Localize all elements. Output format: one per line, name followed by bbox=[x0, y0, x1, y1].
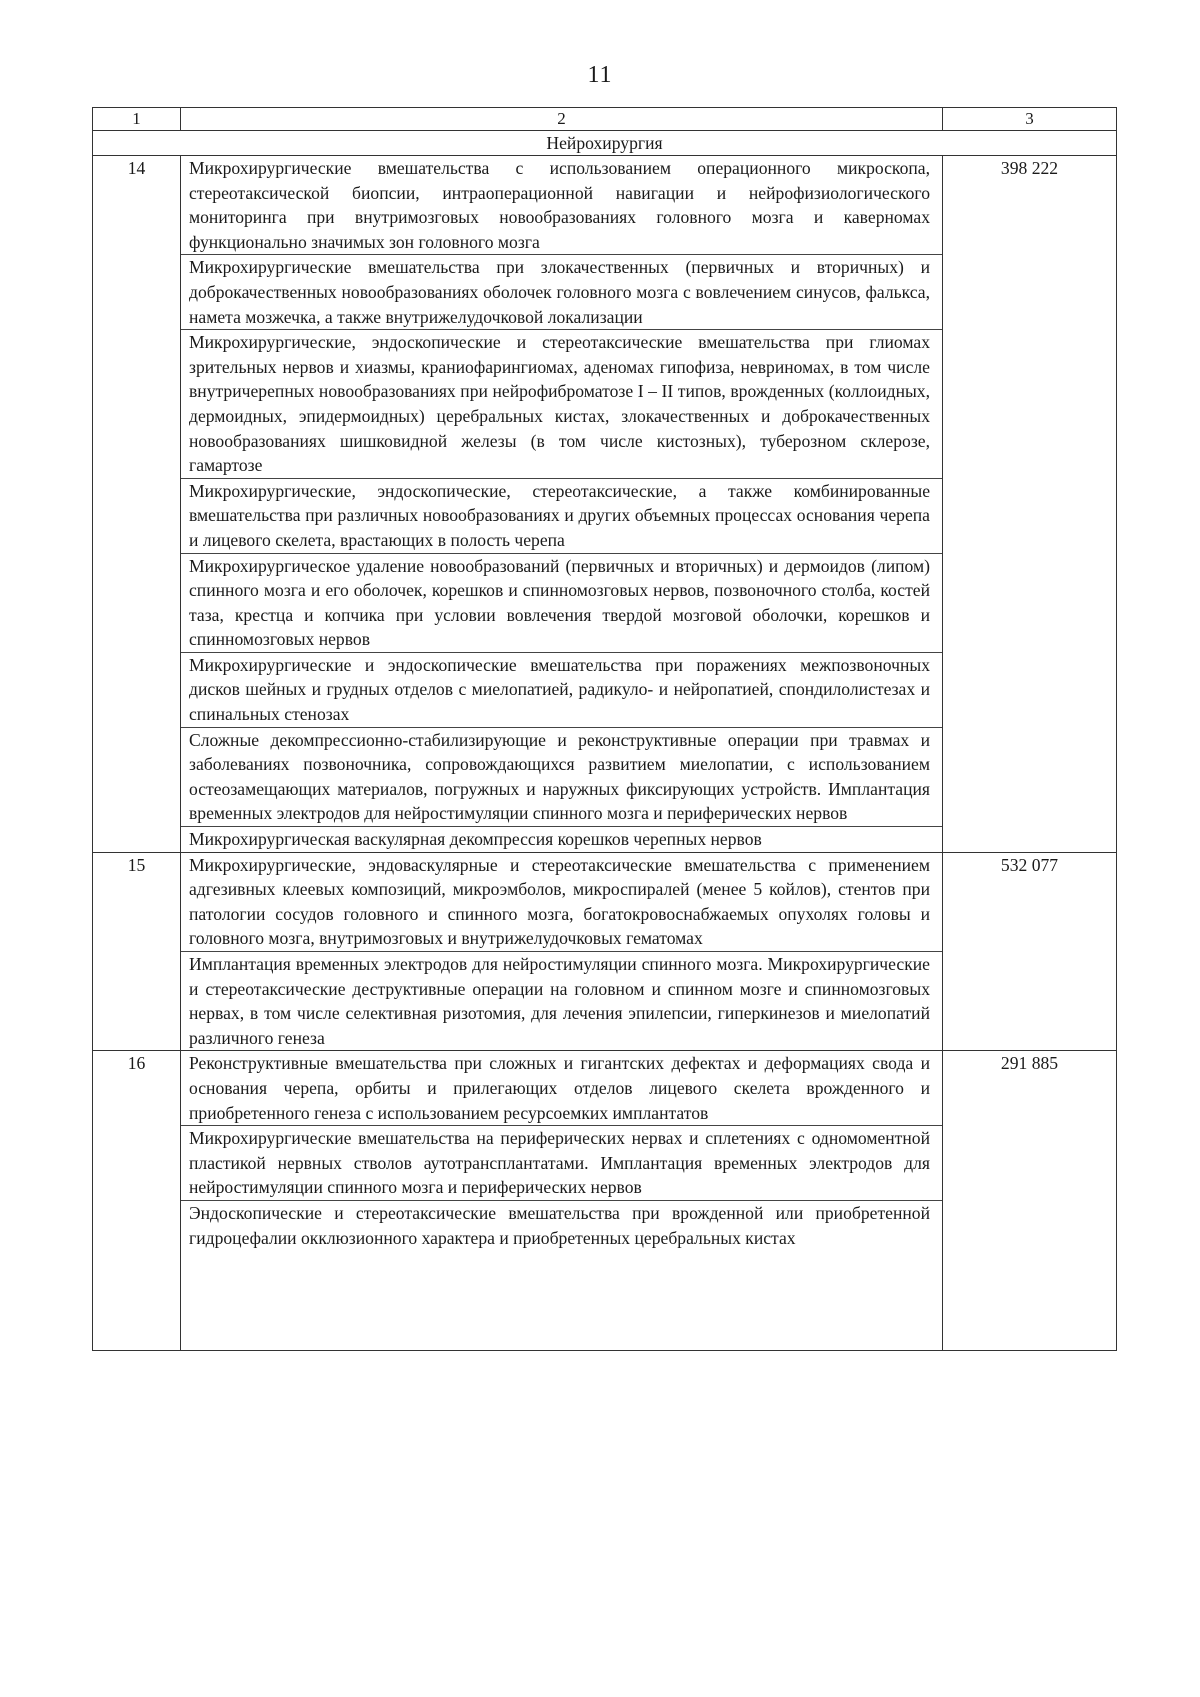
table-row bbox=[93, 852, 1117, 1051]
row-number: 15 bbox=[93, 852, 181, 1051]
procedure-description: Реконструктивные вмешательства при сложных и гигантских дефектах и деформациях свода и основания черепа, орбиты и прилегающих отделов лицевого скелета врожденного и приобретенного генеза с использованием ресурсоемких имплантатов bbox=[189, 1053, 930, 1123]
procedure-description: Микрохирургические, эндоскопические и стереотаксические вмешательства при глиомах зрительных нервов и хиазмы, краниофарингиомах, аденомах гипофиза, невриномах, в том числе внутричерепных новообразованиях при нейрофиброматозе I – II типов, врожденных (коллоидных, дермоидных, эпидермоидных) церебральных кистах, злокачественных и доброкачественных новообразованиях шишковидной железы (в том числе кистозных), туберозном склерозе, гамартозе bbox=[181, 329, 942, 478]
procedure-description: Микрохирургическая васкулярная декомпрессия корешков черепных нервов bbox=[181, 826, 942, 852]
row-number: 16 bbox=[93, 1051, 181, 1351]
procedure-description: Микрохирургические вмешательства при злокачественных (первичных и вторичных) и доброкачественных новообразованиях оболочек головного мозга с вовлечением синусов, фалькса, намета мозжечка, а также внутрижелудочковой локализации bbox=[181, 254, 942, 329]
column-header-3: 3 bbox=[943, 108, 1117, 131]
row-number: 14 bbox=[93, 156, 181, 853]
price-value: 532 077 bbox=[943, 852, 1117, 1051]
column-header-1: 1 bbox=[93, 108, 181, 131]
procedure-description: Имплантация временных электродов для нейростимуляции спинного мозга. Микрохирургические и стереотаксические деструктивные операции на головном и спинном мозге и спинномозговых нервах, в том числе селективная ризотомия, для лечения эпилепсии, гиперкинезов и миелопатий различного генеза bbox=[181, 951, 942, 1050]
description-cell bbox=[181, 852, 943, 1051]
procedure-description: Микрохирургические, эндоскопические, стереотаксические, а также комбинированные вмешательства при различных новообразованиях и других объемных процессах основания черепа и лицевого скелета, врастающих в полость черепа bbox=[181, 478, 942, 553]
price-value: 398 222 bbox=[943, 156, 1117, 853]
description-cell bbox=[181, 156, 943, 853]
price-value: 291 885 bbox=[943, 1051, 1117, 1351]
page-number: 11 bbox=[587, 62, 613, 88]
section-title: Нейрохирургия bbox=[93, 131, 1117, 156]
section-row bbox=[93, 131, 1117, 156]
procedure-description: Микрохирургические вмешательства с использованием операционного микроскопа, стереотаксической биопсии, интраоперационной навигации и нейрофизиологического мониторинга при внутримозговых новообразованиях головного мозга и каверномах функционально значимых зон головного мозга bbox=[189, 158, 930, 252]
table-header-row bbox=[93, 108, 1117, 131]
column-header-2: 2 bbox=[181, 108, 943, 131]
procedure-description: Сложные декомпрессионно-стабилизирующие и реконструктивные операции при травмах и заболеваниях позвоночника, сопровождающихся развитием миелопатии, с использованием остеозамещающих материалов, погружных и наружных фиксирующих устройств. Имплантация временных электродов для нейростимуляции спинного мозга и периферических нервов bbox=[181, 727, 942, 826]
procedure-description: Эндоскопические и стереотаксические вмешательства при врожденной или приобретенной гидроцефалии окклюзионного характера и приобретенных церебральных кистах bbox=[181, 1200, 942, 1350]
procedure-description: Микрохирургические вмешательства на периферических нервах и сплетениях с одномоментной пластикой нервных стволов аутотрансплантатами. Имплантация временных электродов для нейростимуляции спинного мозга и периферических нервов bbox=[181, 1125, 942, 1200]
procedure-description: Микрохирургические и эндоскопические вмешательства при поражениях межпозвоночных дисков шейных и грудных отделов с миелопатией, радикуло- и нейропатией, спондилолистезах и спинальных стенозах bbox=[181, 652, 942, 727]
table-row bbox=[93, 1051, 1117, 1351]
description-cell bbox=[181, 1051, 943, 1351]
procedure-description: Микрохирургические, эндоваскулярные и стереотаксические вмешательства с применением адгезивных клеевых композиций, микроэмболов, микроспиралей (менее 5 койлов), стентов при патологии сосудов головного и спинного мозга, богатокровоснабжаемых опухолях головы и головного мозга, внутримозговых и внутрижелудочковых гематомах bbox=[189, 854, 930, 949]
procedure-description: Микрохирургическое удаление новообразований (первичных и вторичных) и дермоидов (липом) спинного мозга и его оболочек, корешков и спинномозговых нервов, позвоночного столба, костей таза, крестца и копчика при условии вовлечения твердой мозговой оболочки, корешков и спинномозговых нервов bbox=[181, 553, 942, 652]
table-row bbox=[93, 156, 1117, 853]
procedures-table bbox=[92, 107, 1117, 1351]
